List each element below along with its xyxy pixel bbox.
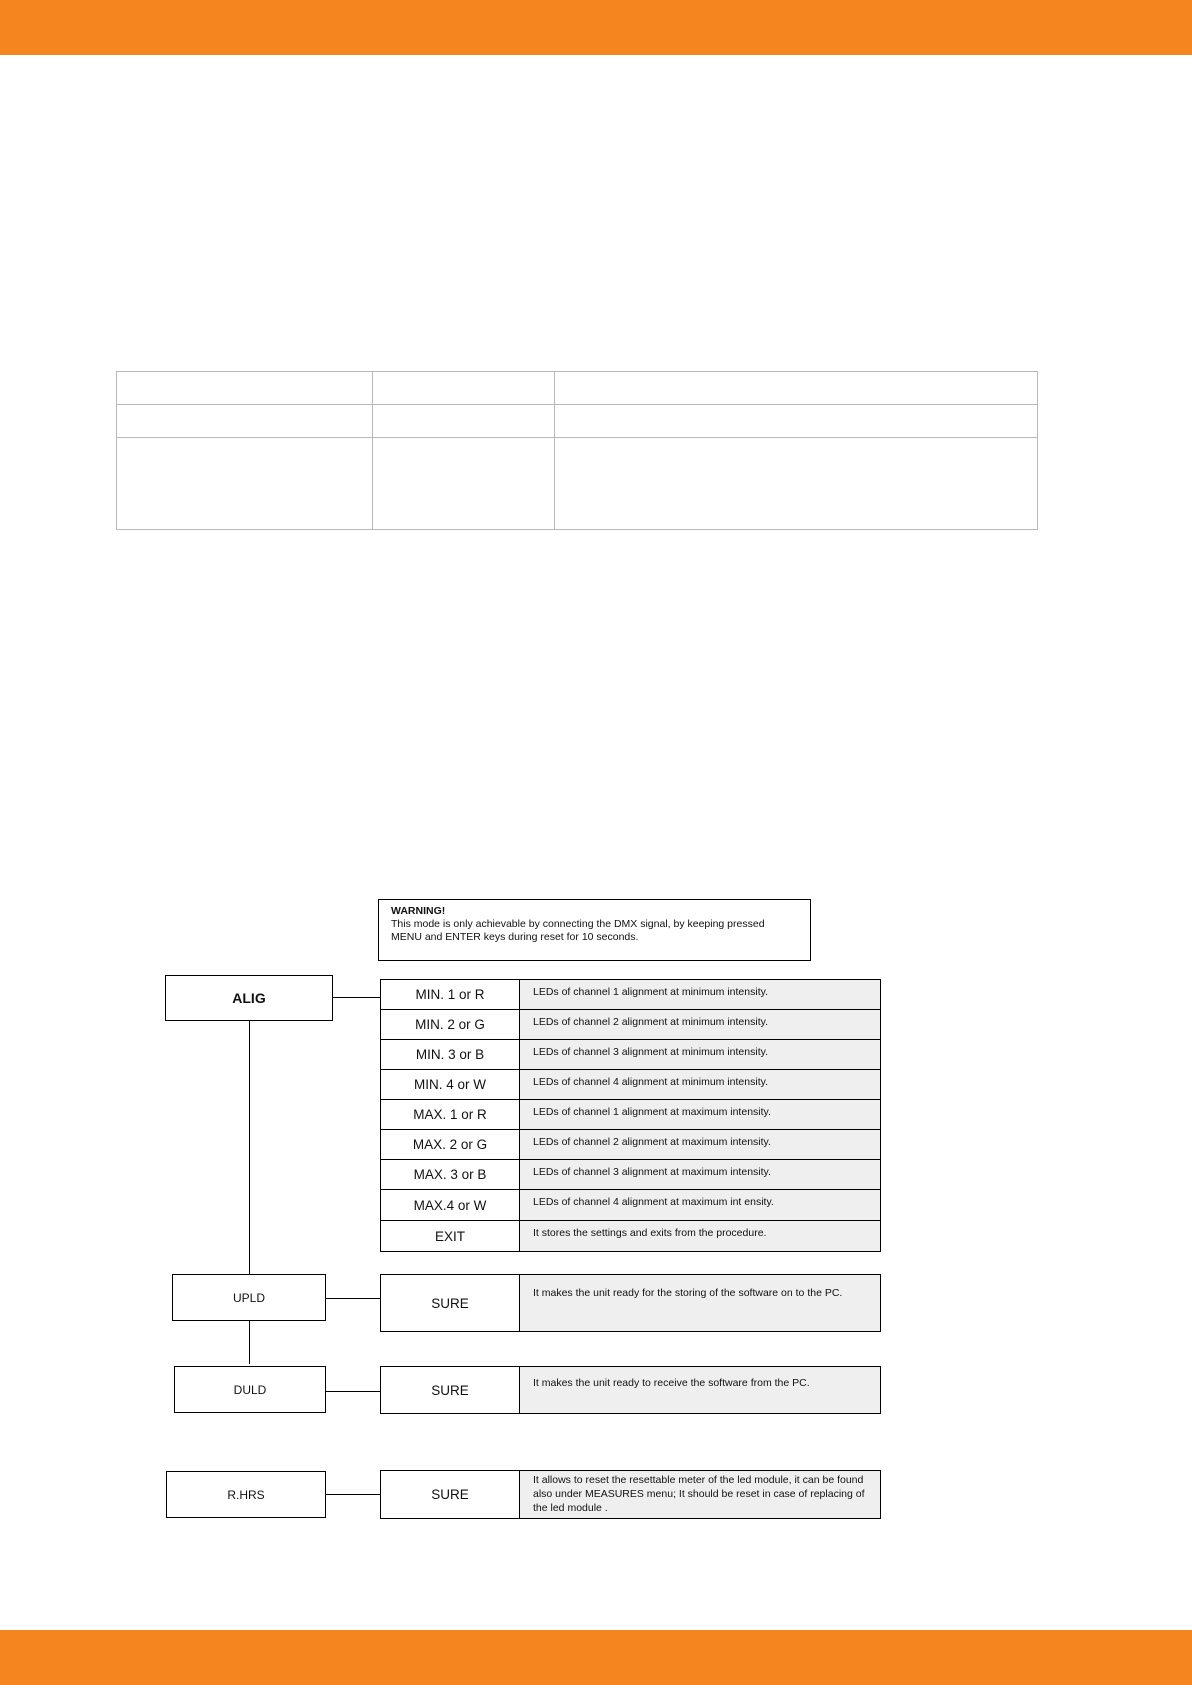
duld-options <box>380 1366 881 1414</box>
option-description: LEDs of channel 2 alignment at maximum intensity. <box>520 1130 880 1159</box>
list-item <box>381 1160 880 1190</box>
menu-duld: DULD <box>174 1366 326 1413</box>
list-item <box>381 1070 880 1100</box>
footer-band <box>0 1630 1192 1685</box>
horizontal-connector <box>326 1494 380 1495</box>
list-item <box>381 1275 880 1332</box>
list-item <box>381 980 880 1010</box>
option-description: LEDs of channel 3 alignment at maximum intensity. <box>520 1160 880 1189</box>
option-label: SURE <box>381 1471 520 1518</box>
option-description: It makes the unit ready for the storing of the software on to the PC. <box>520 1275 880 1331</box>
menu-upld: UPLD <box>172 1274 326 1321</box>
table-row <box>117 372 1038 405</box>
option-description: LEDs of channel 3 alignment at minimum intensity. <box>520 1040 880 1069</box>
option-description: LEDs of channel 2 alignment at minimum intensity. <box>520 1010 880 1039</box>
option-label: SURE <box>381 1275 520 1331</box>
empty-table <box>116 371 1038 530</box>
table-row <box>117 405 1038 438</box>
option-description: LEDs of channel 4 alignment at maximum int ensity. <box>520 1190 880 1220</box>
list-item <box>381 1010 880 1040</box>
list-item <box>381 1100 880 1130</box>
option-description: It stores the settings and exits from the procedure. <box>520 1221 880 1251</box>
option-label: MAX. 1 or R <box>381 1100 520 1129</box>
list-item <box>381 1040 880 1070</box>
list-item <box>381 1190 880 1221</box>
rhrs-options <box>380 1470 881 1519</box>
vertical-connector <box>249 1320 250 1364</box>
list-item <box>381 1130 880 1160</box>
horizontal-connector <box>326 1298 380 1299</box>
upld-options <box>380 1274 881 1332</box>
menu-rhrs: R.HRS <box>166 1471 326 1518</box>
option-description: LEDs of channel 4 alignment at minimum intensity. <box>520 1070 880 1099</box>
option-label: MIN. 3 or B <box>381 1040 520 1069</box>
warning-box <box>378 899 811 961</box>
option-label: MIN. 4 or W <box>381 1070 520 1099</box>
vertical-connector <box>249 1020 250 1274</box>
option-description: LEDs of channel 1 alignment at maximum intensity. <box>520 1100 880 1129</box>
alig-options <box>380 979 881 1252</box>
warning-text: This mode is only achievable by connecting the DMX signal, by keeping pressed MENU and ENTER keys during reset for 10 seconds. <box>391 918 765 943</box>
list-item <box>381 1367 880 1414</box>
option-label: MAX. 3 or B <box>381 1160 520 1189</box>
option-label: MAX.4 or W <box>381 1190 520 1220</box>
warning-title: WARNING! <box>391 905 446 917</box>
option-description: It makes the unit ready to receive the software from the PC. <box>520 1367 880 1413</box>
option-label: MIN. 1 or R <box>381 980 520 1009</box>
table-row <box>117 438 1038 530</box>
option-label: MAX. 2 or G <box>381 1130 520 1159</box>
list-item <box>381 1221 880 1252</box>
horizontal-connector <box>326 1391 380 1392</box>
menu-alig: ALIG <box>165 975 333 1021</box>
option-label: SURE <box>381 1367 520 1413</box>
option-label: EXIT <box>381 1221 520 1251</box>
option-description: It allows to reset the resettable meter of the led module, it can be found also under MEASURES menu; It should be reset in case of replacing of the led module . <box>520 1471 880 1518</box>
option-label: MIN. 2 or G <box>381 1010 520 1039</box>
header-band <box>0 0 1192 55</box>
list-item <box>381 1471 880 1519</box>
horizontal-connector <box>333 997 380 998</box>
option-description: LEDs of channel 1 alignment at minimum intensity. <box>520 980 880 1009</box>
